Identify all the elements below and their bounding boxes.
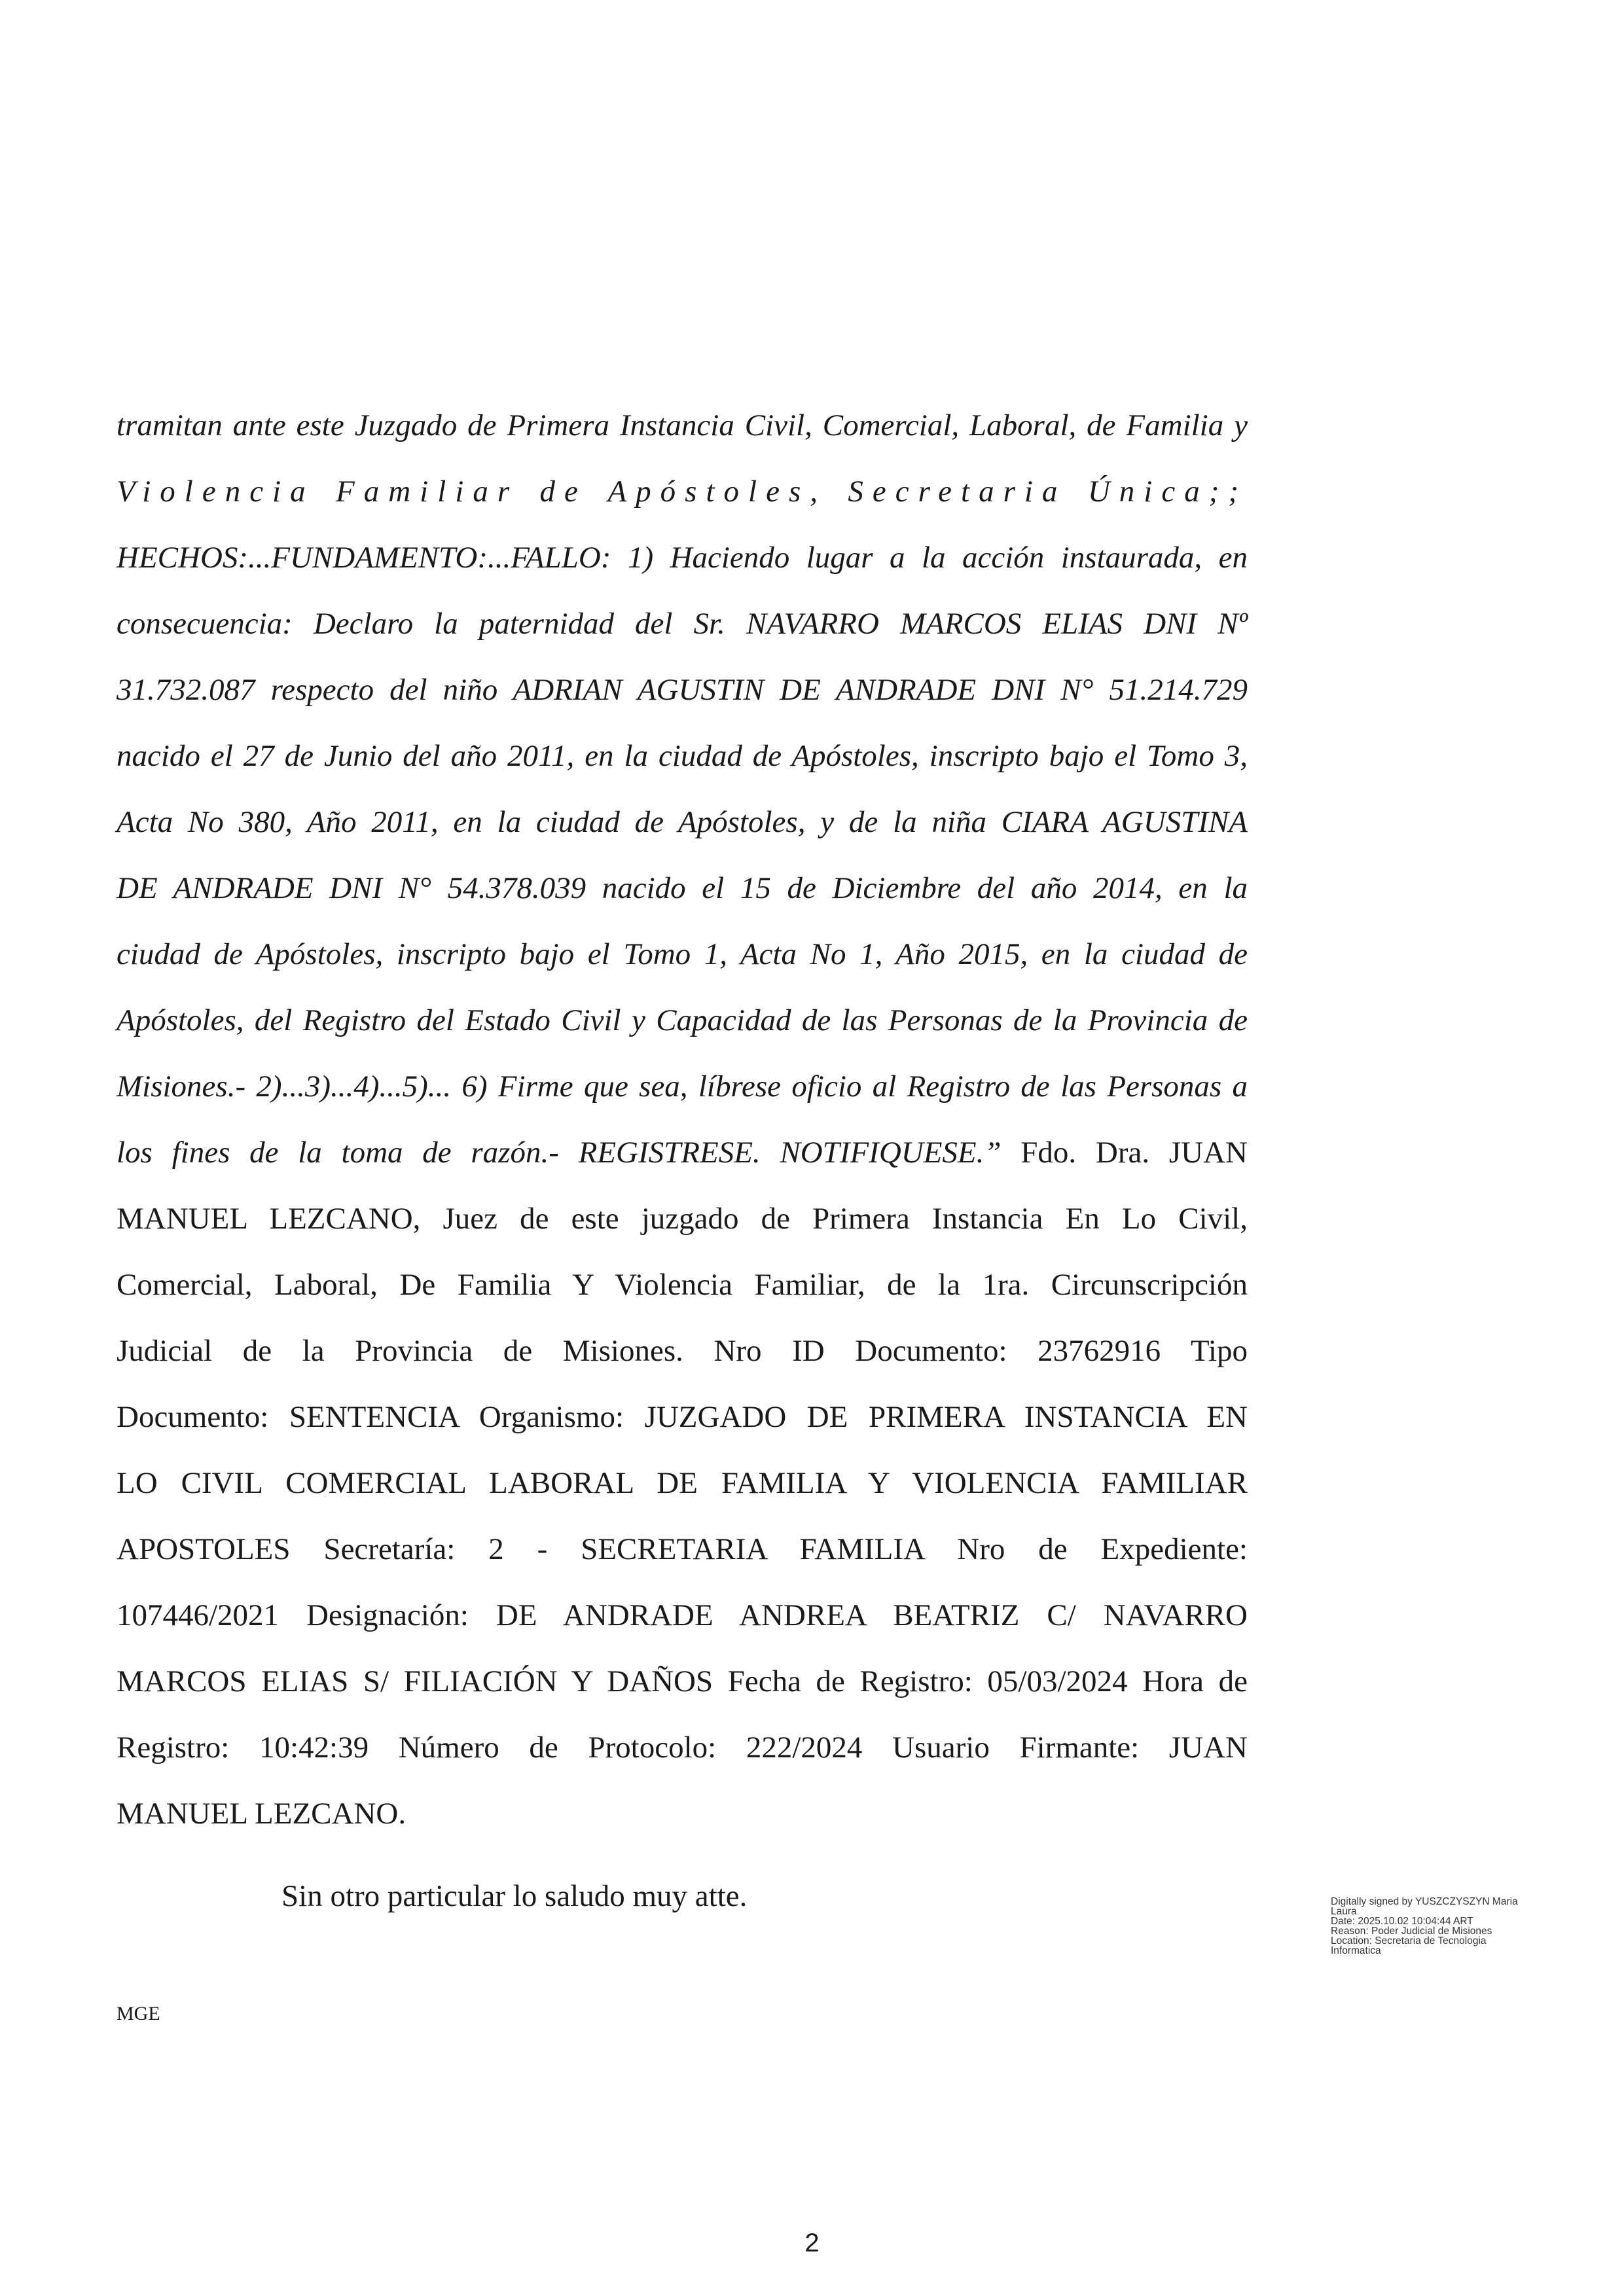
paragraph-line (117, 1318, 1248, 1384)
italic-text-segment: 31.732.087 respecto del niño ADRIAN AGUSTIN DE ANDRADE DNI N° 51.214.729 (117, 673, 1248, 707)
text-segment: Comercial, Laboral, De Familia Y Violencia Familiar, de la 1ra. Circunscripción (117, 1268, 1248, 1302)
text-segment: MANUEL LEZCANO. (117, 1797, 406, 1831)
text-segment: Judicial de la Provincia de Misiones. Nro ID Documento: 23762916 Tipo (117, 1334, 1248, 1368)
text-segment: LO CIVIL COMERCIAL LABORAL DE FAMILIA Y VIOLENCIA FAMILIAR (117, 1466, 1248, 1500)
signature-line: Digitally signed by YUSZCZYSZYN Maria (1331, 1896, 1518, 1907)
paragraph-line (117, 525, 1248, 591)
text-segment: 107446/2021 Designación: DE ANDRADE ANDREA BEATRIZ C/ NAVARRO (117, 1598, 1248, 1632)
signature-line: Laura (1331, 1906, 1357, 1917)
page-number: 2 (804, 2229, 820, 2257)
text-segment: MANUEL LEZCANO, Juez de este juzgado de Primera Instancia En Lo Civil, (117, 1202, 1248, 1236)
paragraph-line (117, 988, 1248, 1054)
digital-signature-stamp (1331, 1897, 1547, 1956)
italic-text-segment: consecuencia: Declaro la paternidad del Sr. NAVARRO MARCOS ELIAS DNI Nº (117, 607, 1248, 641)
italic-text-segment: Acta No 380, Año 2011, en la ciudad de Apóstoles, y de la niña CIARA AGUSTINA (117, 805, 1248, 839)
italic-text-segment: los fines de la toma de razón.- REGISTRESE. NOTIFIQUESE.” (117, 1136, 1001, 1170)
paragraph-line (117, 393, 1248, 459)
paragraph-line (117, 657, 1248, 723)
author-initials: MGE (117, 2003, 160, 2024)
signature-line: Informatica (1331, 1945, 1381, 1956)
paragraph-line (117, 1252, 1248, 1318)
italic-text-segment: Violencia Familiar de Apóstoles, Secretaria Única;; (117, 475, 1248, 509)
paragraph-line (117, 723, 1248, 789)
sentence-transcript-paragraph (117, 393, 1248, 1847)
paragraph-line (117, 459, 1248, 525)
signature-line: Reason: Poder Judicial de Misiones (1331, 1926, 1492, 1937)
signature-line: Date: 2025.10.02 10:04:44 ART (1331, 1916, 1473, 1927)
text-segment: APOSTOLES Secretaría: 2 - SECRETARIA FAMILIA Nro de Expediente: (117, 1532, 1248, 1566)
text-segment: Documento: SENTENCIA Organismo: JUZGADO DE PRIMERA INSTANCIA EN (117, 1400, 1248, 1434)
text-segment: Fdo. Dra. JUAN (1001, 1136, 1248, 1170)
paragraph-line (117, 789, 1248, 855)
paragraph-line (117, 591, 1248, 657)
italic-text-segment: HECHOS:...FUNDAMENTO:...FALLO: 1) Haciendo lugar a la acción instaurada, en (117, 541, 1248, 575)
paragraph-line (117, 1649, 1248, 1715)
italic-text-segment: tramitan ante este Juzgado de Primera Instancia Civil, Comercial, Laboral, de Familia y (117, 408, 1248, 442)
signature-line: Location: Secretaria de Tecnologia (1331, 1935, 1487, 1946)
italic-text-segment: DE ANDRADE DNI N° 54.378.039 nacido el 15 de Diciembre del año 2014, en la (117, 871, 1248, 905)
paragraph-line (117, 1715, 1248, 1781)
paragraph-line (117, 1583, 1248, 1649)
paragraph-line (117, 1450, 1248, 1516)
text-segment: MARCOS ELIAS S/ FILIACIÓN Y DAÑOS Fecha de Registro: 05/03/2024 Hora de (117, 1664, 1248, 1698)
paragraph-line (117, 1384, 1248, 1450)
italic-text-segment: Misiones.- 2)...3)...4)...5)... 6) Firme que sea, líbrese oficio al Registro de las Personas a (117, 1069, 1248, 1103)
paragraph-line (117, 1120, 1248, 1186)
text-segment: Registro: 10:42:39 Número de Protocolo: 222/2024 Usuario Firmante: JUAN (117, 1731, 1248, 1765)
paragraph-line (117, 855, 1248, 922)
italic-text-segment: nacido el 27 de Junio del año 2011, en la ciudad de Apóstoles, inscripto bajo el Tomo 3, (117, 739, 1248, 773)
italic-text-segment: Apóstoles, del Registro del Estado Civil y Capacidad de las Personas de la Provincia de (117, 1003, 1248, 1037)
closing-salutation: Sin otro particular lo saludo muy atte. (281, 1879, 748, 1913)
paragraph-line (117, 1781, 1248, 1847)
paragraph-line (117, 1054, 1248, 1120)
paragraph-line (117, 1186, 1248, 1252)
paragraph-line (117, 922, 1248, 988)
paragraph-line (117, 1516, 1248, 1583)
italic-text-segment: ciudad de Apóstoles, inscripto bajo el Tomo 1, Acta No 1, Año 2015, en la ciudad de (117, 937, 1248, 971)
